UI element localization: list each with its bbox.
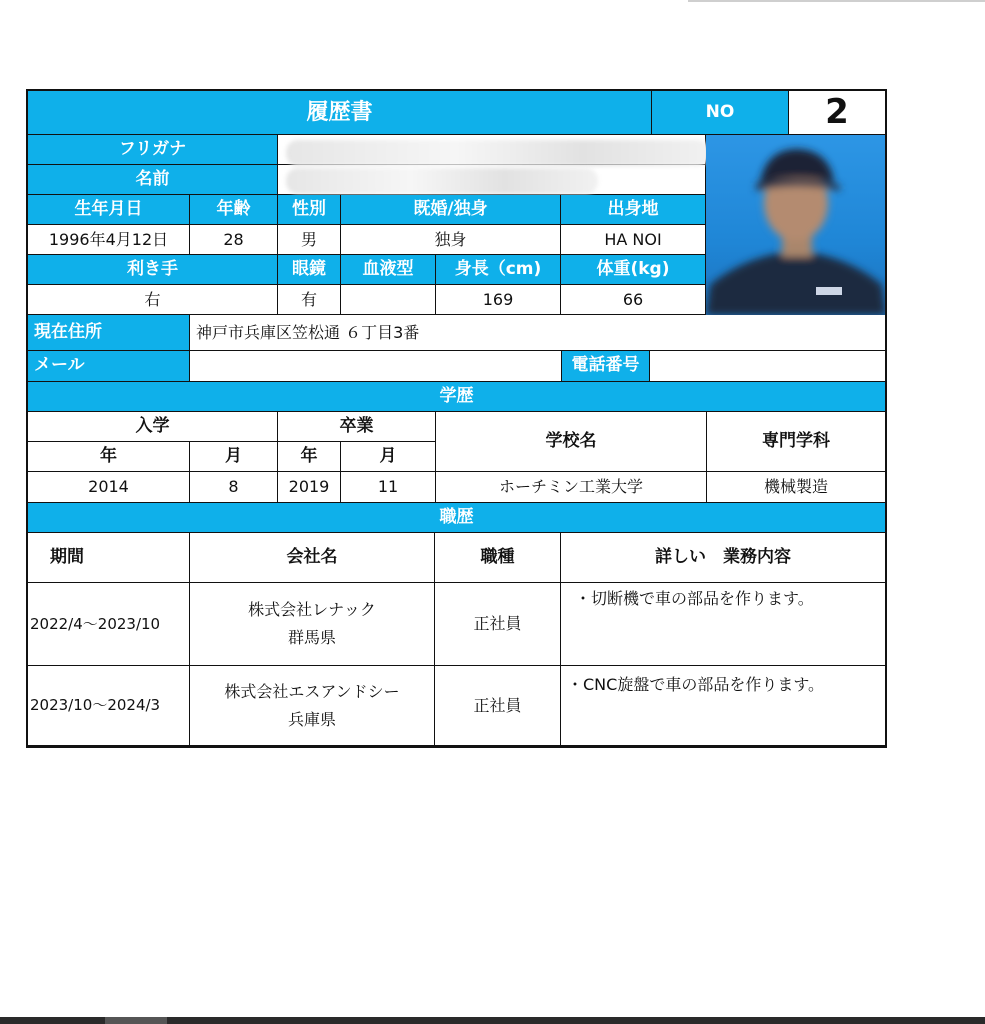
portrait-image [706, 135, 886, 315]
education-section-label: 学歴 [28, 382, 885, 412]
school-label: 学校名 [436, 412, 707, 472]
marital-value: 独身 [341, 225, 561, 255]
bottom-bar-segment [105, 1017, 167, 1024]
graduation-year: 2019 [278, 472, 341, 503]
redacted-furigana [286, 140, 710, 166]
handedness-value: 右 [28, 285, 278, 315]
company-label: 会社名 [190, 533, 435, 583]
work-company [190, 583, 435, 666]
top-edge-line [688, 0, 985, 2]
age-label: 年齢 [190, 195, 278, 225]
admission-year: 2014 [28, 472, 190, 503]
graduation-month-label: 月 [341, 442, 436, 472]
birthplace-label: 出身地 [561, 195, 706, 225]
address-label: 現在住所 [28, 315, 190, 351]
glasses-label: 眼鏡 [278, 255, 341, 285]
admission-month-label: 月 [190, 442, 278, 472]
company-location: 群馬県 [287, 628, 336, 647]
email-value [190, 351, 562, 382]
name-label: 名前 [28, 165, 278, 195]
work-period: 2023/10～2024/3 [28, 666, 190, 746]
age-value: 28 [190, 225, 278, 255]
admission-label: 入学 [28, 412, 278, 442]
blood-label: 血液型 [341, 255, 436, 285]
gender-value: 男 [278, 225, 341, 255]
major-name: 機械製造 [707, 472, 885, 503]
work-job-type: 正社員 [435, 666, 561, 746]
company-name: 株式会社レナック [248, 600, 376, 619]
no-label: NO [652, 91, 789, 135]
phone-value [650, 351, 885, 382]
period-label: 期間 [28, 533, 190, 583]
admission-year-label: 年 [28, 442, 190, 472]
work-period: 2022/4～2023/10 [28, 583, 190, 666]
work-company [190, 666, 435, 746]
gender-label: 性別 [278, 195, 341, 225]
redacted-name [286, 168, 598, 194]
work-section-label: 職歴 [28, 503, 885, 533]
graduation-month: 11 [341, 472, 436, 503]
profile-photo [706, 135, 886, 315]
furigana-label: フリガナ [28, 135, 278, 165]
graduation-year-label: 年 [278, 442, 341, 472]
marital-label: 既婚/独身 [341, 195, 561, 225]
birthplace-value: HA NOI [561, 225, 706, 255]
major-label: 専門学科 [707, 412, 885, 472]
job-type-label: 職種 [435, 533, 561, 583]
work-details: ・CNC旋盤で車の部品を作ります。 [561, 666, 885, 746]
graduation-label: 卒業 [278, 412, 436, 442]
glasses-value: 有 [278, 285, 341, 315]
work-job-type: 正社員 [435, 583, 561, 666]
admission-month: 8 [190, 472, 278, 503]
weight-value: 66 [561, 285, 706, 315]
birthdate-value: 1996年4月12日 [28, 225, 190, 255]
blood-value [341, 285, 436, 315]
phone-label: 電話番号 [562, 351, 650, 382]
school-name: ホーチミン工業大学 [436, 472, 707, 503]
company-name: 株式会社エスアンドシー [224, 681, 400, 701]
email-label: メール [28, 351, 190, 382]
handedness-label: 利き手 [28, 255, 278, 285]
weight-label: 体重(kg) [561, 255, 706, 285]
height-label: 身長（cm) [436, 255, 561, 285]
details-label: 詳しい 業務内容 [561, 533, 885, 583]
no-value: 2 [789, 91, 885, 135]
height-value: 169 [436, 285, 561, 315]
work-details: ・切断機で車の部品を作ります。 [561, 583, 885, 666]
bottom-bar [0, 1017, 985, 1024]
resume-title: 履歴書 [28, 91, 652, 135]
birthdate-label: 生年月日 [28, 195, 190, 225]
company-location: 兵庫県 [287, 709, 336, 729]
address-value: 神戸市兵庫区笠松通 ６丁目3番 [190, 315, 885, 351]
